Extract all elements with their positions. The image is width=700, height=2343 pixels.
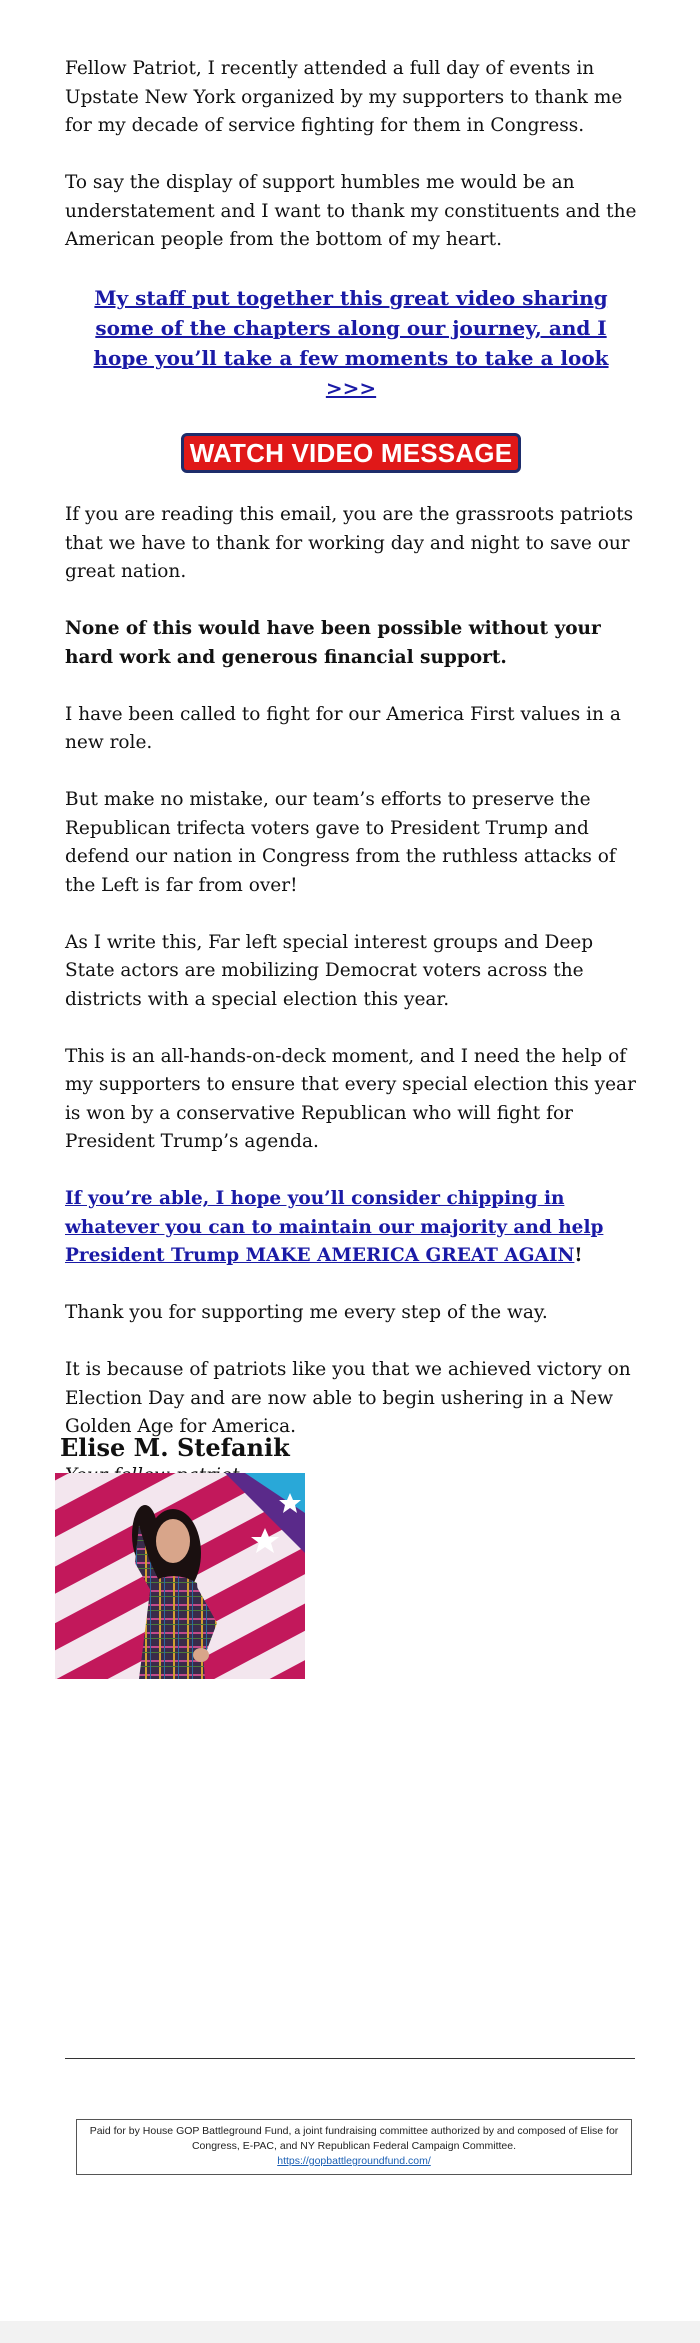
ask-suffix: ! bbox=[574, 1245, 583, 1266]
video-link[interactable]: My staff put together this great video sharing some of the chapters along our journey, and I hope you’ll take a few moments to take a look >>> bbox=[93, 286, 609, 400]
support-paragraph: None of this would have been possible without your hard work and generous financial support. bbox=[65, 618, 601, 668]
ask-paragraph bbox=[65, 1185, 637, 1271]
new-role-paragraph: I have been called to fight for our America First values in a new role. bbox=[65, 703, 621, 753]
watch-video-button[interactable]: WATCH VIDEO MESSAGE bbox=[181, 433, 522, 473]
portrait-image bbox=[55, 1473, 305, 1679]
footer-divider bbox=[65, 2058, 635, 2059]
paid-for-disclaimer bbox=[76, 2119, 632, 2175]
intro-paragraph: Fellow Patriot, I recently attended a full day of events in Upstate New York organized by my supporters to thank me for my decade of service fighting for them in Congress. bbox=[65, 58, 623, 136]
grassroots-paragraph: If you are reading this email, you are the grassroots patriots that we have to thank for working day and night to save our great nation. bbox=[65, 504, 634, 582]
all-hands-paragraph: This is an all-hands-on-deck moment, and I need the help of my supporters to ensure that every special election this year is won by a conservative Republican who will fight for President Trump’s agenda. bbox=[65, 1045, 636, 1152]
disclaimer-link[interactable]: https://gopbattlegroundfund.com/ bbox=[277, 2155, 431, 2167]
email-body bbox=[65, 55, 637, 1490]
golden-age-paragraph: It is because of patriots like you that we achieved victory on Election Day and are now able to begin ushering in a New Golden Age for America. bbox=[65, 1359, 631, 1437]
donate-link[interactable]: If you’re able, I hope you’ll consider chipping in whatever you can to maintain our majority and help President Trump MAKE AMERICA GREAT AGAIN bbox=[65, 1188, 604, 1266]
watch-button-wrap bbox=[65, 433, 637, 473]
signature: Elise M. Stefanik bbox=[60, 1433, 290, 1462]
gratitude-paragraph: Thank you for supporting me every step of the way. bbox=[65, 1302, 548, 1323]
footer-strip bbox=[0, 2321, 700, 2343]
special-election-paragraph: As I write this, Far left special interest groups and Deep State actors are mobilizing Democrat voters across the districts with a special election this year. bbox=[65, 931, 594, 1010]
disclaimer-text: Paid for by House GOP Battleground Fund, a joint fundraising committee authorized by and composed of Elise for Congress, E-PAC, and NY Republican Federal Campaign Committee. bbox=[89, 2125, 619, 2152]
portrait-photo bbox=[55, 1473, 305, 1679]
thanks-paragraph: To say the display of support humbles me would be an understatement and I want to thank my constituents and the American people from the bottom of my heart. bbox=[65, 172, 637, 250]
trifecta-paragraph: But make no mistake, our team’s efforts to preserve the Republican trifecta voters gave to President Trump and defend our nation in Congress from the ruthless attacks of the Left is far from over! bbox=[65, 789, 616, 896]
